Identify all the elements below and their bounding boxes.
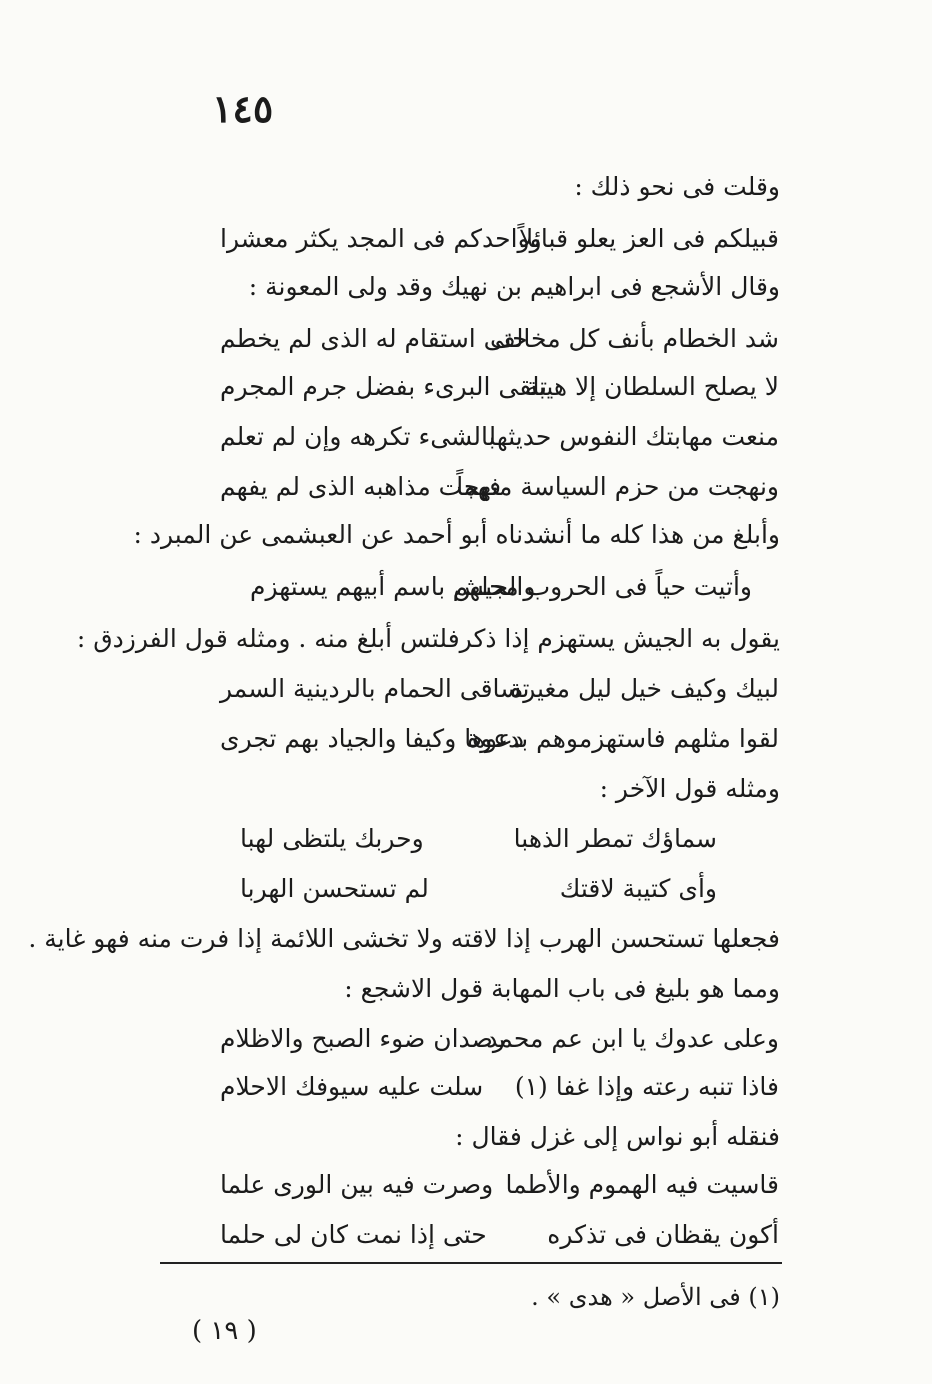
verse-hemistich-2: وحربك يلتظى لهبا (240, 824, 424, 853)
verse-hemistich-1: أكون يقظان فى تذكره (547, 1220, 779, 1249)
verse-hemistich-2: سلت عليه سيوفك الاحلام (220, 1072, 484, 1101)
verse-hemistich-1: وأى كتيبة لاقتك (559, 874, 717, 903)
verse-hemistich-2: تساقى الحمام بالردينية السمر (220, 674, 530, 703)
footnote-divider (160, 1262, 782, 1264)
prose-line: يقول به الجيش يستهزم إذا ذكرفلتس أبلغ منه . ومثله قول الفرزدق : (76, 624, 780, 653)
verse-hemistich-2: وصرت فيه بين الورى علما (220, 1170, 494, 1199)
verse-hemistich-1: وأتيت حياً فى الحروب محلهم (452, 572, 752, 601)
prose-line: وأبلغ من هذا كله ما أنشدناه أبو أحمد عن العبشمى عن المبرد : (133, 520, 780, 549)
verse-hemistich-2: والجيش باسم أبيهم يستهزم (250, 572, 536, 601)
prose-line: فجعلها تستحسن الهرب إذا لاقته ولا تخشى اللائمة إذا فرت منه فهو غاية . (28, 924, 780, 953)
prose-line: فنقله أبو نواس إلى غزل فقال : (455, 1122, 780, 1151)
page-number: ١٤٥ (212, 86, 274, 131)
verse-hemistich-1: وعلى عدوك يا ابن عم محمد (486, 1024, 779, 1053)
prose-line: وقلت فى نحو ذلك : (574, 172, 780, 201)
verse-hemistich-2: حتى إذا نمت كان لى حلما (220, 1220, 487, 1249)
prose-line: ومما هو بليغ فى باب المهابة قول الاشجع : (344, 974, 780, 1003)
verse-hemistich-1: شد الخطام بأنف كل مخالف (489, 324, 779, 353)
verse-hemistich-1: لقوا مثلهم فاستهزموهم بدعوة (467, 724, 779, 753)
verse-hemistich-1: قاسيت فيه الهموم والأطما (505, 1170, 779, 1199)
prose-line: وقال الأشجع فى ابراهيم بن نهيك وقد ولى المعونة : (248, 272, 780, 301)
verse-hemistich-2: تلقى البرىء بفضل جرم المجرم (220, 372, 548, 401)
verse-hemistich-1: فاذا تنبه رعته وإذا غفا (١) (514, 1072, 779, 1101)
verse-hemistich-2: فهمت مذاهبه الذى لم يفهم (220, 472, 502, 501)
signature-mark: ( ١٩ ) (192, 1316, 257, 1346)
verse-hemistich-1: قبيلكم فى العز يعلو قبائلاً (519, 224, 779, 253)
verse-hemistich-2: لم تستحسن الهربا (240, 874, 429, 903)
verse-hemistich-1: لبيك وكيف خيل ليل مغيرة (510, 674, 779, 703)
verse-hemistich-1: منعت مهابتك النفوس حديثها (489, 422, 779, 451)
verse-hemistich-2: وواحدكم فى المجد يكثر معشرا (220, 224, 542, 253)
footnote: (١) فى الأصل « هدى » . (531, 1283, 780, 1311)
verse-hemistich-1: سماؤك تمطر الذهبا (513, 824, 717, 853)
verse-hemistich-2: حتى استقام له الذى لم يخطم (220, 324, 528, 353)
verse-hemistich-1: لا يصلح السلطان إلا هيبة (525, 372, 779, 401)
verse-hemistich-1: ونهجت من حزم السياسة منهجاً (456, 472, 779, 501)
prose-line: ومثله قول الآخر : (599, 774, 780, 803)
verse-hemistich-2: دعوها وكيفا والجياد بهم تجرى (220, 724, 524, 753)
verse-hemistich-2: رصدان ضوء الصبح والاظلام (220, 1024, 505, 1053)
verse-hemistich-2: بالشىء تكرهه وإن لم تعلم (220, 422, 496, 451)
